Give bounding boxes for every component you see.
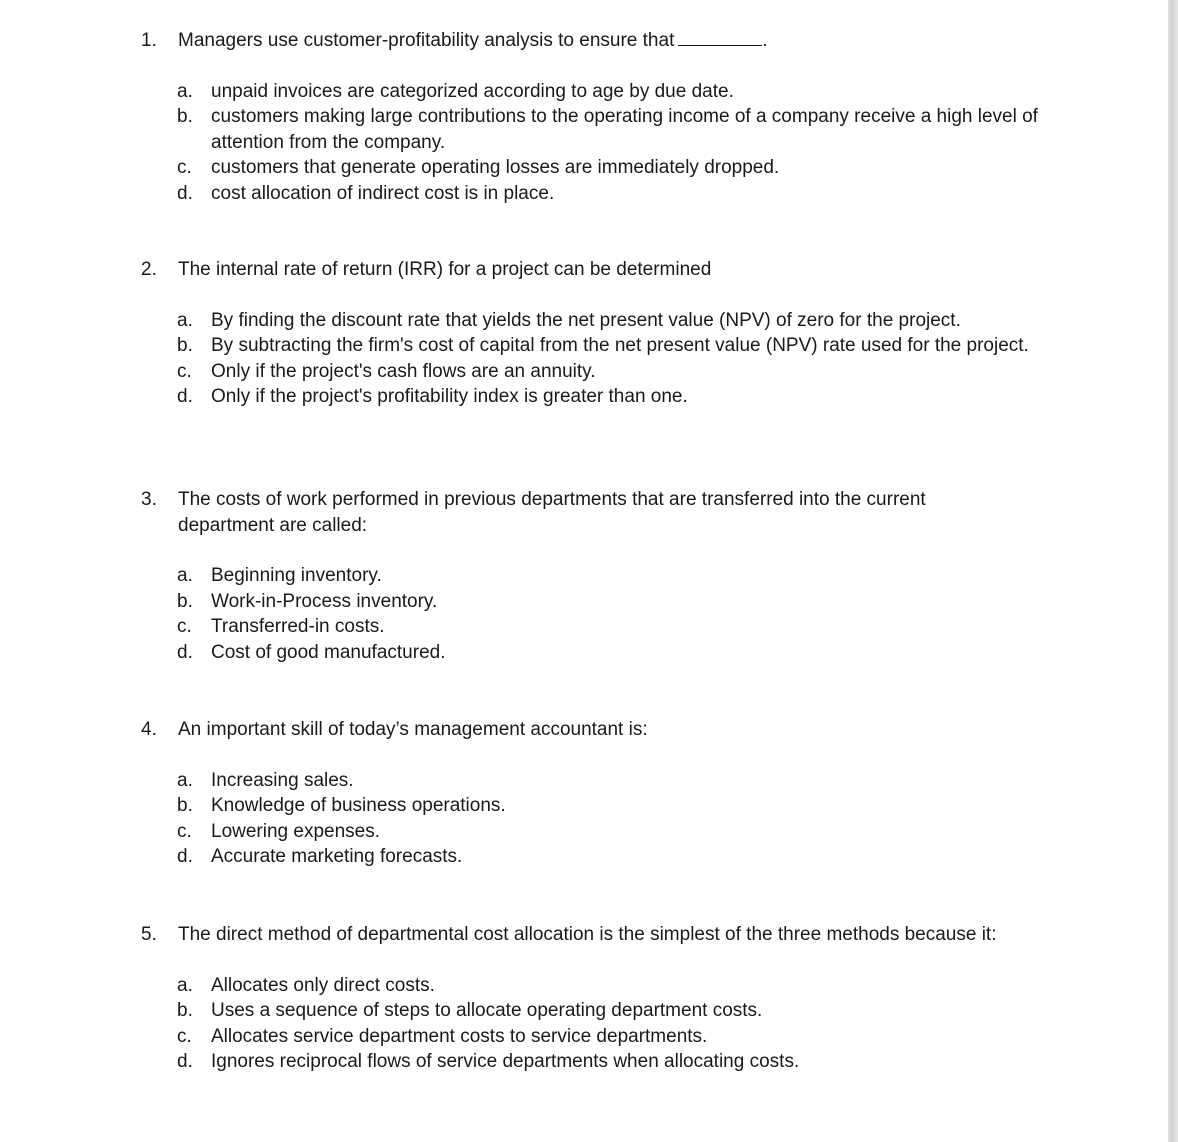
option-list — [141, 768, 1041, 870]
option-list — [141, 973, 1041, 1075]
question-text — [178, 28, 1041, 54]
option-d — [177, 181, 1041, 207]
option-b — [177, 998, 1041, 1024]
option-label: c. — [177, 1025, 192, 1047]
option-a — [177, 79, 1041, 105]
answer-blank — [678, 28, 762, 46]
question-stem — [141, 28, 1041, 54]
option-label: c. — [177, 157, 192, 178]
option-label: c. — [177, 820, 192, 842]
question-stem — [141, 487, 1041, 538]
option-d — [177, 384, 1041, 410]
question-stem — [141, 257, 1041, 283]
option-text: Lowering expenses. — [211, 820, 380, 842]
option-label: b. — [177, 106, 193, 127]
question-stem-text: Managers use customer-profitability analysis to ensure that — [178, 30, 675, 51]
option-text: Work-in-Process inventory. — [211, 590, 438, 612]
option-label: d. — [177, 1051, 193, 1072]
option-text: Accurate marketing forecasts. — [211, 846, 463, 867]
option-label: a. — [177, 309, 193, 331]
question-2 — [141, 257, 1041, 410]
option-c — [177, 614, 1041, 640]
option-text: Cost of good manufactured. — [211, 641, 446, 663]
option-c — [177, 819, 1041, 845]
question-3 — [141, 487, 1041, 665]
option-text: unpaid invoices are categorized according to age by due date. — [211, 80, 734, 102]
question-text: The costs of work performed in previous departments that are transferred into the current department are called: — [178, 489, 926, 536]
option-label: a. — [177, 769, 193, 791]
option-list — [141, 308, 1041, 410]
option-label: d. — [177, 641, 193, 663]
option-list — [141, 79, 1041, 207]
option-text: Only if the project's profitability index is greater than one. — [211, 386, 688, 407]
option-label: a. — [177, 80, 193, 102]
question-stem — [141, 717, 1041, 743]
option-text: Only if the project's cash flows are an annuity. — [211, 360, 596, 382]
option-text: Allocates only direct costs. — [211, 974, 435, 996]
option-b — [177, 793, 1041, 819]
option-b — [177, 333, 1041, 359]
option-text: customers making large contributions to the operating income of a company receive a high level of attention from the company. — [211, 106, 1038, 153]
question-1 — [141, 28, 1041, 206]
option-a — [177, 563, 1041, 589]
option-label: b. — [177, 1000, 193, 1021]
question-4 — [141, 717, 1041, 870]
option-label: a. — [177, 565, 193, 586]
option-b — [177, 104, 1041, 155]
option-c — [177, 359, 1041, 385]
option-text: customers that generate operating losses are immediately dropped. — [211, 157, 780, 178]
option-text: cost allocation of indirect cost is in place. — [211, 182, 555, 204]
option-label: d. — [177, 386, 193, 407]
option-text: By finding the discount rate that yields the net present value (NPV) of zero for the project. — [211, 309, 961, 331]
page-edge-shadow — [1168, 0, 1178, 1142]
option-text: Ignores reciprocal flows of service departments when allocating costs. — [211, 1051, 800, 1072]
option-a — [177, 768, 1041, 794]
option-label: c. — [177, 616, 192, 637]
question-stem-suffix: . — [762, 30, 768, 51]
option-b — [177, 589, 1041, 615]
question-number: 5. — [141, 924, 157, 945]
option-text: Allocates service department costs to service departments. — [211, 1025, 708, 1047]
option-c — [177, 155, 1041, 181]
option-label: c. — [177, 360, 192, 382]
option-text: Beginning inventory. — [211, 565, 382, 586]
option-text: Transferred-in costs. — [211, 616, 385, 637]
question-text: The internal rate of return (IRR) for a project can be determined — [178, 259, 712, 280]
option-label: b. — [177, 795, 193, 816]
option-a — [177, 308, 1041, 334]
question-number: 1. — [141, 30, 157, 51]
question-number: 2. — [141, 259, 157, 280]
option-text: Uses a sequence of steps to allocate operating department costs. — [211, 1000, 763, 1021]
option-list — [141, 563, 1041, 665]
option-label: a. — [177, 974, 193, 996]
question-number: 4. — [141, 719, 157, 740]
option-text: Knowledge of business operations. — [211, 795, 506, 816]
option-text: Increasing sales. — [211, 769, 354, 791]
option-text: By subtracting the firm's cost of capital from the net present value (NPV) rate used for the project. — [211, 335, 1029, 356]
option-label: d. — [177, 182, 193, 204]
question-text: The direct method of departmental cost allocation is the simplest of the three methods because it: — [178, 924, 997, 945]
question-number: 3. — [141, 489, 157, 510]
question-stem — [141, 922, 1041, 948]
option-d — [177, 640, 1041, 666]
option-label: b. — [177, 335, 193, 356]
option-d — [177, 844, 1041, 870]
question-text: An important skill of today’s management accountant is: — [178, 719, 648, 740]
option-label: b. — [177, 590, 193, 612]
option-d — [177, 1049, 1041, 1075]
option-a — [177, 973, 1041, 999]
option-label: d. — [177, 846, 193, 867]
option-c — [177, 1024, 1041, 1050]
question-5 — [141, 922, 1041, 1075]
